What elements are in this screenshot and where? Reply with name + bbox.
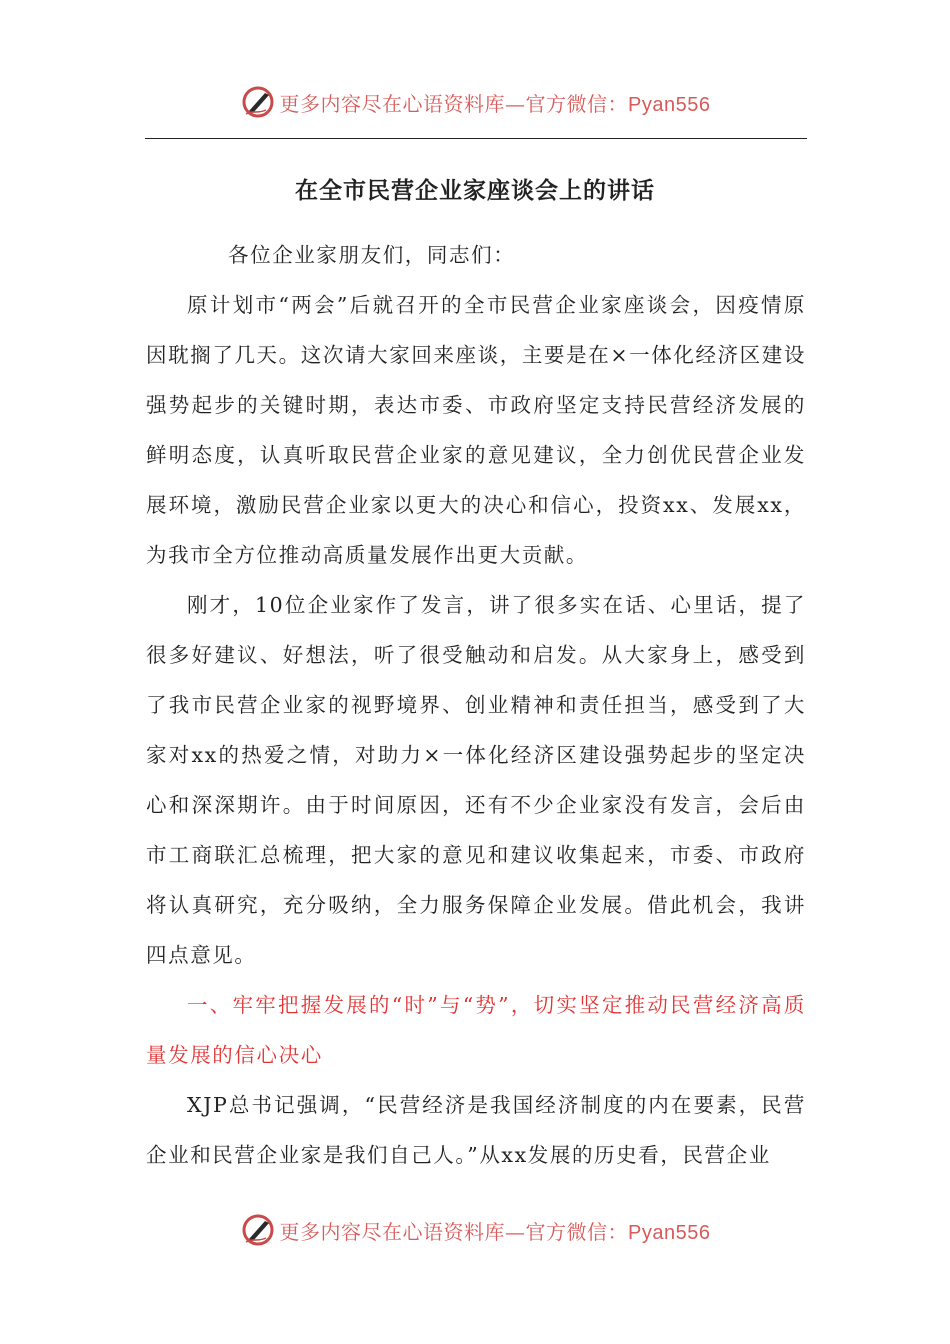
document-body [146, 230, 806, 1180]
section-heading-1: 一、牢牢把握发展的“时”与“势”，切实坚定推动民营经济高质量发展的信心决心 [146, 993, 806, 1067]
watermark-dash: — [505, 1219, 526, 1244]
pen-circle-logo-icon [240, 84, 276, 120]
watermark-handle: Pyan556 [628, 93, 711, 116]
pen-circle-logo-icon [240, 1212, 276, 1248]
watermark-banner-bottom [0, 1208, 950, 1252]
header-divider [145, 138, 807, 139]
watermark-wechat-label: 官方微信： [525, 1219, 629, 1244]
salutation [146, 230, 806, 280]
paragraph-feedback: 刚才，10位企业家作了发言，讲了很多实在话、心里话，提了很多好建议、好想法，听了很受触动和启发。从大家身上，感受到了我市民营企业家的视野境界、创业精神和责任担当，感受到了大家对xx的热爱之情，对助力×一体化经济区建设强势起步的坚定决心和深深期许。由于时间原因，还有不少企业家没有发言，会后由市工商联汇总梳理，把大家的意见和建议收集起来，市委、市政府将认真研究，充分吸纳，全力服务保障企业发展。借此机会，我讲四点意见。 [146, 593, 806, 967]
document-title: 在全市民营企业家座谈会上的讲话 [295, 177, 655, 204]
watermark-site: 更多内容尽在心语资料库 [279, 91, 506, 116]
paragraph-intro: 原计划市“两会”后就召开的全市民营企业家座谈会，因疫情原因耽搁了几天。这次请大家回来座谈，主要是在×一体化经济区建设强势起步的关键时期，表达市委、市政府坚定支持民营经济发展的鲜明态度，认真听取民营企业家的意见建议，全力创优民营企业发展环境，激励民营企业家以更大的决心和信心，投资xx、发展xx，为我市全方位推动高质量发展作出更大贡献。 [146, 293, 806, 567]
watermark-wechat-label: 官方微信： [525, 91, 629, 116]
paragraph-section-1: XJP总书记强调，“民营经济是我国经济制度的内在要素，民营企业和民营企业家是我们自己人。”从xx发展的历史看，民营企业 [146, 1093, 806, 1167]
watermark-text [280, 1216, 711, 1245]
watermark-text [280, 88, 711, 117]
watermark-banner-top [0, 80, 950, 124]
watermark-handle: Pyan556 [628, 1221, 711, 1244]
watermark-dash: — [505, 91, 526, 116]
salutation-text: 各位企业家朋友们，同志们： [228, 243, 516, 267]
watermark-site: 更多内容尽在心语资料库 [279, 1219, 506, 1244]
